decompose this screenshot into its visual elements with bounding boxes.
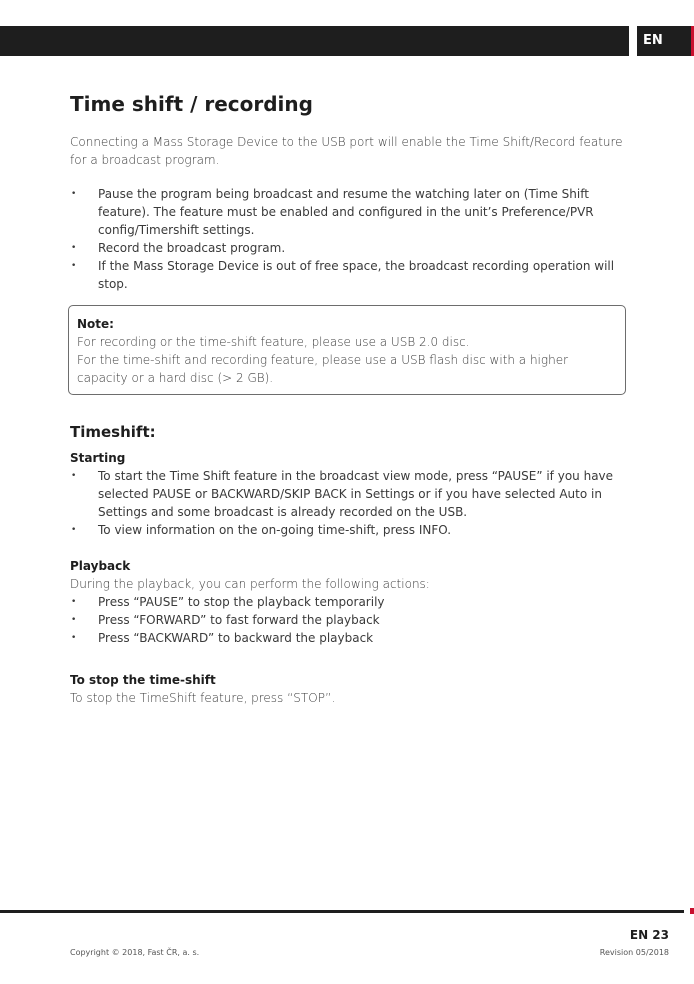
starting-list (70, 467, 624, 539)
list-item: • Press “FORWARD” to fast forward the playback (70, 611, 624, 629)
note-line: For recording or the time-shift feature, please use a USB 2.0 disc. (77, 335, 470, 349)
timeshift-heading: Timeshift: (70, 423, 156, 441)
stop-section (70, 671, 624, 707)
intro-paragraph: Connecting a Mass Storage Device to the USB port will enable the Time Shift/Record feature for a broadcast program. (70, 135, 623, 167)
header-bar (0, 26, 629, 56)
footer-rule (0, 910, 684, 913)
language-label: EN (643, 33, 663, 48)
list-item: • Press “PAUSE” to stop the playback temporarily (70, 593, 624, 611)
stop-text: To stop the TimeShift feature, press “STOP”. (70, 691, 336, 705)
page-number: EN 23 (629, 928, 669, 942)
page-content (70, 90, 624, 707)
playback-intro: During the playback, you can perform the following actions: (70, 577, 430, 591)
list-item: • To view information on the on-going time-shift, press INFO. (70, 521, 624, 539)
copyright-text: Copyright © 2018, Fast ČR, a. s. (70, 948, 200, 957)
list-item: • If the Mass Storage Device is out of free space, the broadcast recording operation will stop. (70, 257, 624, 293)
starting-heading: Starting (70, 451, 126, 465)
footer-accent (690, 908, 694, 914)
starting-section (70, 449, 624, 539)
list-item: • Press “BACKWARD” to backward the playback (70, 629, 624, 647)
feature-list (70, 185, 624, 293)
playback-list (70, 593, 624, 647)
language-tab (637, 26, 694, 56)
list-item: • To start the Time Shift feature in the broadcast view mode, press “PAUSE” if you have selected PAUSE or BACKWARD/SKIP BACK in Settings or if you have selected Auto in Settings and some broadcast is already recorded on the USB. (70, 467, 624, 521)
list-item: • Pause the program being broadcast and resume the watching later on (Time Shift feature). The feature must be enabled and configured in the unit’s Preference/PVR config/Timershift settings. (70, 185, 624, 239)
list-item: • Record the broadcast program. (70, 239, 624, 257)
playback-heading: Playback (70, 559, 131, 573)
note-line: For the time-shift and recording feature, please use a USB flash disc with a higher capacity or a hard disc (> 2 GB). (77, 353, 569, 385)
note-title: Note: (77, 317, 114, 331)
page-title: Time shift / recording (70, 92, 313, 116)
revision-text: Revision 05/2018 (599, 948, 669, 957)
note-box (68, 305, 626, 395)
stop-heading: To stop the time-shift (70, 673, 216, 687)
playback-section (70, 557, 624, 647)
